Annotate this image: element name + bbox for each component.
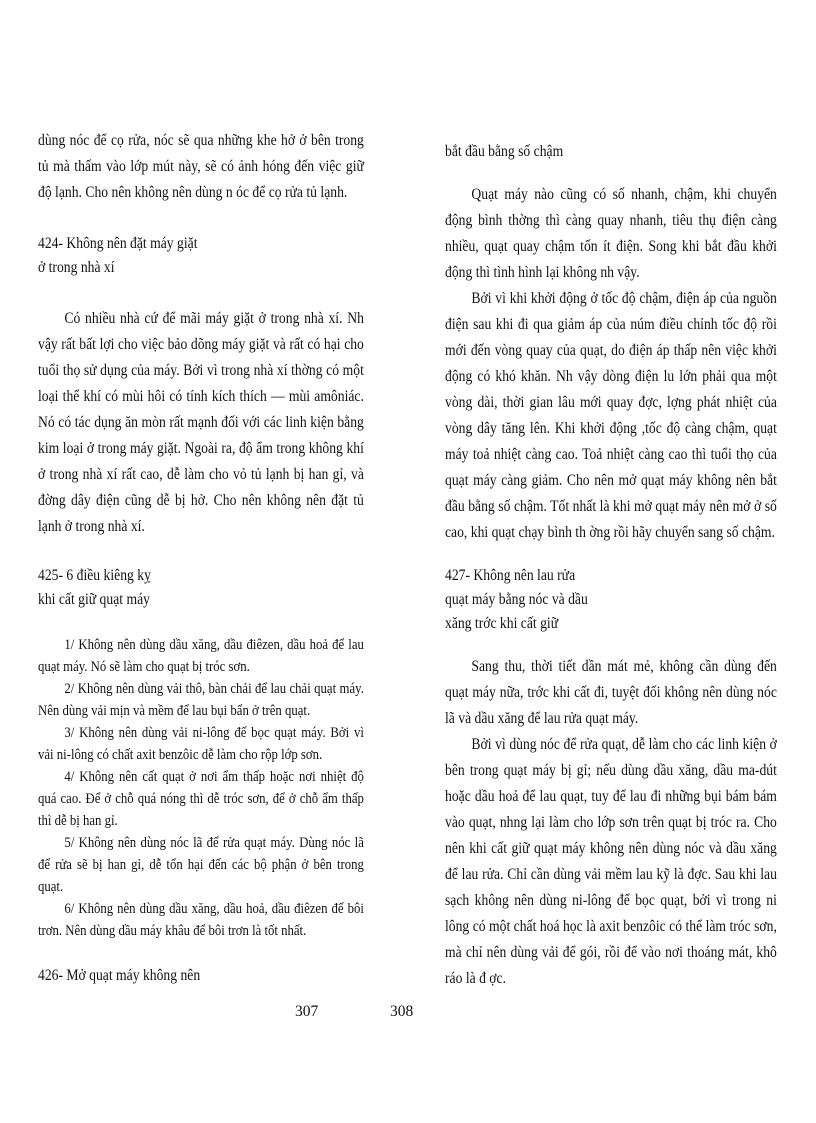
paragraph-427b: Bởi vì dùng nóc để rửa quạt, dễ làm cho các linh kiện ở bên trong quạt máy bị gỉ; nếu dùng dầu xăng, dầu ma-dút hoặc dầu hoả để lau quạt, tuy để lau đi những bụi bám bám vào quạt, nhng lại làm cho lớp sơn trên quạt bị tróc ra. Cho nên khi cất giữ quạt máy không nên dùng nóc và dầu xăng để lau rửa. Chỉ cần dùng vải mềm lau kỹ là đợc. Sau khi lau sạch không nên dùng ni-lông để bọc quạt, bởi vì trong ni lông có một chất hoá học là axit benzôic có thể làm tróc sơn, mà chỉ nên dùng vải để gói, rồi để vào nơi thoáng mát, khô ráo là đ ợc. — [445, 736, 777, 987]
list-item: 2/ Không nên dùng vải thô, bàn chải để lau chải quạt máy. Nên dùng vải mịn và mềm để lau bụi bẩn ở trên quạt. — [38, 681, 364, 719]
taboo-list — [38, 634, 364, 942]
page-number-right: 308 — [390, 1003, 414, 1020]
heading-426-continued: bắt đầu bằng số chậm — [445, 143, 564, 160]
right-column — [445, 140, 777, 992]
paragraph-426a: Quạt máy nào cũng có số nhanh, chậm, khi chuyển động bình thờng thì càng quay nhanh, tiêu thụ điện càng nhiều, quạt quay chậm tốn ít điện. Song khi bắt đầu khởi động thì tình hình lại không nh vậy. — [445, 186, 777, 281]
heading-424-line1: 424- Không nên đặt máy giặt — [38, 235, 198, 252]
list-item: 5/ Không nên dùng nóc lã để rửa quạt máy. Dùng nóc lã để rửa sẽ bị han gỉ, dễ tổn hại đến các bộ phận ở bên trong quạt. — [38, 835, 364, 895]
heading-427-line3: xăng trớc khi cất giữ — [445, 615, 559, 632]
list-item: 6/ Không nên dùng dầu xăng, dầu hoả, dầu điêzen để bôi trơn. Nên dùng dầu máy khâu để bôi trơn là tốt nhất. — [38, 901, 364, 939]
list-item: 1/ Không nên dùng dầu xăng, dầu điêzen, dầu hoả để lau quạt máy. Nó sẽ làm cho quạt bị tróc sơn. — [38, 637, 364, 675]
paragraph-426b: Bởi vì khi khởi động ở tốc độ chậm, điện áp của nguồn điện sau khi đi qua giảm áp của núm điều chỉnh tốc độ rồi mới đến vòng quay của quạt, do điện áp thấp nên việc khởi động có khó khăn. Nh vậy dòng điện lu lớn phải qua một vòng dài, thời gian lâu mới quay đợc, lợng phát nhiệt của vòng dây tăng lên. Khi khởi động ,tốc độ càng chậm, quạt máy toả nhiệt càng cao. Toả nhiệt càng cao thì tuổi thọ của quạt máy càng giảm. Cho nên mở quạt máy không nên bắt đầu bằng số chậm. Tốt nhất là khi mở quạt máy nên mở ở số cao, khi quạt chạy bình th ờng rồi hãy chuyển sang số chậm. — [445, 290, 777, 541]
heading-427-line2: quạt máy bằng nóc và dầu — [445, 591, 588, 608]
heading-427-line1: 427- Không nên lau rửa — [445, 567, 576, 584]
page-number-left: 307 — [295, 1003, 319, 1020]
heading-425-line1: 425- 6 điều kiêng kỵ — [38, 567, 151, 584]
heading-426: 426- Mở quạt máy không nên — [38, 967, 201, 984]
heading-424-line2: ở trong nhà xí — [38, 259, 115, 276]
paragraph-427a: Sang thu, thời tiết dần mát mẻ, không cần dùng đến quạt máy nữa, trớc khi cất đi, tuyệt đối không nên dùng nóc lã và dầu xăng để lau rửa quạt máy. — [445, 658, 777, 727]
list-item: 4/ Không nên cất quạt ở nơi ẩm thấp hoặc nơi nhiệt độ quá cao. Để ở chỗ quá nóng thì dễ tróc sơn, để ở chỗ ẩm thấp thì dễ bị han gỉ. — [38, 769, 364, 829]
paragraph-424: Có nhiều nhà cứ để mãi máy giặt ở trong nhà xí. Nh vậy rất bất lợi cho việc bảo dõng máy giặt và rất có hại cho tuổi thọ sử dụng của máy. Bởi vì trong nhà xí thờng có một loại thể khí có mùi hôi có tính kích thích — mùi amôniác. Nó có tác dụng ăn mòn rất mạnh đối với các linh kiện bằng kim loại ở trong máy giặt. Ngoài ra, độ ẩm trong không khí ở trong nhà xí rất cao, dễ làm cho vỏ tủ lạnh bị han gỉ, và đờng dây điện cũng dễ bị hở. Cho nên không nên đặt tủ lạnh ở trong nhà xí. — [38, 310, 364, 535]
heading-425-line2: khi cất giữ quạt máy — [38, 591, 150, 608]
list-item: 3/ Không nên dùng vải ni-lông để bọc quạt máy. Bởi vì vải ni-lông có chất axit benzôic dễ làm cho rộp lớp sơn. — [38, 725, 364, 763]
left-column — [38, 128, 364, 988]
paragraph-intro: dùng nóc để cọ rửa, nóc sẽ qua những khe hở ở bên trong tủ mà thấm vào lớp mút này, sẽ có ảnh hóng đến việc giữ độ lạnh. Cho nên không nên dùng n óc để cọ rửa tủ lạnh. — [38, 132, 364, 201]
